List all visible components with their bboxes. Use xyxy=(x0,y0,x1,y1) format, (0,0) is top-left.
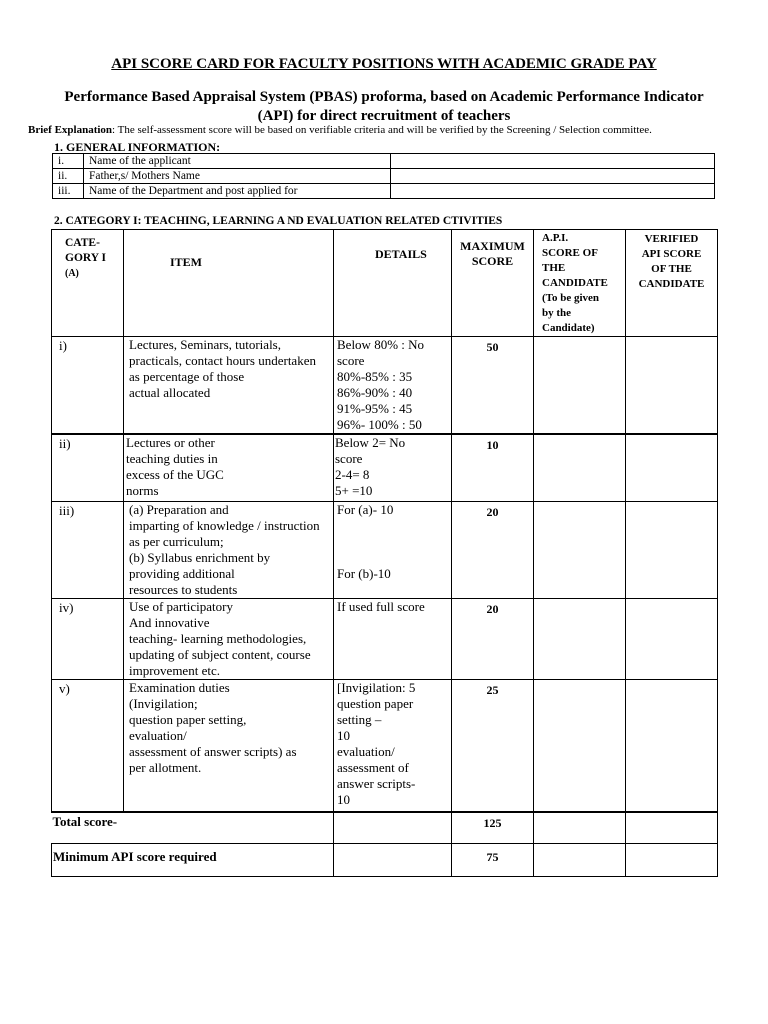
total-row xyxy=(52,812,718,843)
field-label: Name of the applicant xyxy=(83,154,390,169)
table-row xyxy=(53,184,715,199)
item-text: Lectures, Seminars, tutorials, practicals, contact hours undertaken as percentage of those actual allocated xyxy=(124,337,334,435)
table-row xyxy=(52,337,718,435)
total-verified-score-cell[interactable] xyxy=(626,812,718,843)
details-text: Below 2= No score 2-4= 8 5+ =10 xyxy=(334,434,452,501)
verified-score-cell[interactable] xyxy=(626,598,718,679)
api-score-cell[interactable] xyxy=(534,501,626,598)
api-score-cell[interactable] xyxy=(534,679,626,812)
parent-name-field[interactable] xyxy=(390,169,714,184)
details-header: DETAILS xyxy=(334,230,452,337)
table-row xyxy=(52,434,718,501)
field-label: Name of the Department and post applied for xyxy=(83,184,390,199)
minimum-row xyxy=(52,843,718,876)
verified-score-cell[interactable] xyxy=(626,337,718,435)
category-header-label: CATE- GORY I xyxy=(65,237,107,264)
category-header xyxy=(52,230,124,337)
verified-score-cell[interactable] xyxy=(626,501,718,598)
minimum-api-score-cell[interactable] xyxy=(534,843,626,876)
api-score-cell[interactable] xyxy=(534,434,626,501)
minimum-max-score: 75 xyxy=(452,843,534,876)
row-number: i) xyxy=(52,337,124,435)
item-text: Examination duties (Invigilation; question paper setting, evaluation/ assessment of answer scripts) as per allotment. xyxy=(124,679,334,812)
max-score: 10 xyxy=(452,434,534,501)
row-number: iv) xyxy=(52,598,124,679)
table-row xyxy=(52,679,718,812)
api-score-cell[interactable] xyxy=(534,337,626,435)
item-header: ITEM xyxy=(124,230,334,337)
row-number: iii) xyxy=(52,501,124,598)
max-score-header: MAXIMUM SCORE xyxy=(452,230,534,337)
brief-text: : The self-assessment score will be based on verifiable criteria and will be verified by the Screening / Selection committee. xyxy=(112,124,652,136)
row-number: i. xyxy=(53,154,84,169)
minimum-verified-score-cell[interactable] xyxy=(626,843,718,876)
verified-score-cell[interactable] xyxy=(626,434,718,501)
subtitle-line-1: Performance Based Appraisal System (PBAS) proforma, based on Academic Performance Indicator xyxy=(64,89,704,105)
details-text: Below 80% : No score 80%-85% : 35 86%-90% : 40 91%-95% : 45 96%- 100% : 50 xyxy=(334,337,452,435)
max-score: 25 xyxy=(452,679,534,812)
category-1-table xyxy=(51,229,718,877)
row-number: ii) xyxy=(52,434,124,501)
page-subtitle xyxy=(40,88,728,126)
brief-explanation xyxy=(28,124,758,136)
total-api-score-cell[interactable] xyxy=(534,812,626,843)
subtitle-line-2: (API) for direct recruitment of teachers xyxy=(257,108,511,124)
page-title: API SCORE CARD FOR FACULTY POSITIONS WITH ACADEMIC GRADE PAY xyxy=(111,56,657,72)
verified-score-header: VERIFIED API SCORE OF THE CANDIDATE xyxy=(626,230,718,337)
table-row xyxy=(53,169,715,184)
total-details-cell xyxy=(334,812,452,843)
table-header-row xyxy=(52,230,718,337)
total-label: Total score- xyxy=(52,812,334,843)
section-general-information-title: 1. GENERAL INFORMATION: xyxy=(54,140,221,154)
max-score: 20 xyxy=(452,501,534,598)
table-row xyxy=(52,501,718,598)
details-text: For (a)- 10 For (b)-10 xyxy=(334,501,452,598)
api-score-header: A.P.I. SCORE OF THE CANDIDATE (To be given by the Candidate) xyxy=(534,230,626,337)
field-label: Father,s/ Mothers Name xyxy=(83,169,390,184)
row-number: ii. xyxy=(53,169,84,184)
brief-label: Brief Explanation xyxy=(28,124,113,136)
api-score-cell[interactable] xyxy=(534,598,626,679)
item-text: Use of participatory And innovative teaching- learning methodologies, updating of subject content, course improvement etc. xyxy=(124,598,334,679)
details-text: If used full score xyxy=(334,598,452,679)
row-number: v) xyxy=(52,679,124,812)
details-text: [Invigilation: 5 question paper setting – 10 evaluation/ assessment of answer scripts- 10 xyxy=(334,679,452,812)
department-post-field[interactable] xyxy=(390,184,714,199)
table-row xyxy=(52,598,718,679)
minimum-details-cell xyxy=(334,843,452,876)
section-category-1-title: 2. CATEGORY I: TEACHING, LEARNING A ND EVALUATION RELATED CTIVITIES xyxy=(54,215,503,227)
applicant-name-field[interactable] xyxy=(390,154,714,169)
item-text: (a) Preparation and imparting of knowledge / instruction as per curriculum; (b) Syllabus enrichment by providing additional resources to students xyxy=(124,501,334,598)
general-information-table xyxy=(52,153,715,199)
max-score: 20 xyxy=(452,598,534,679)
category-header-sub: (A) xyxy=(65,268,79,279)
table-row xyxy=(53,154,715,169)
item-text: Lectures or other teaching duties in excess of the UGC norms xyxy=(124,434,334,501)
total-max-score: 125 xyxy=(452,812,534,843)
minimum-label: Minimum API score required xyxy=(52,843,334,876)
row-number: iii. xyxy=(53,184,84,199)
max-score: 50 xyxy=(452,337,534,435)
verified-score-cell[interactable] xyxy=(626,679,718,812)
